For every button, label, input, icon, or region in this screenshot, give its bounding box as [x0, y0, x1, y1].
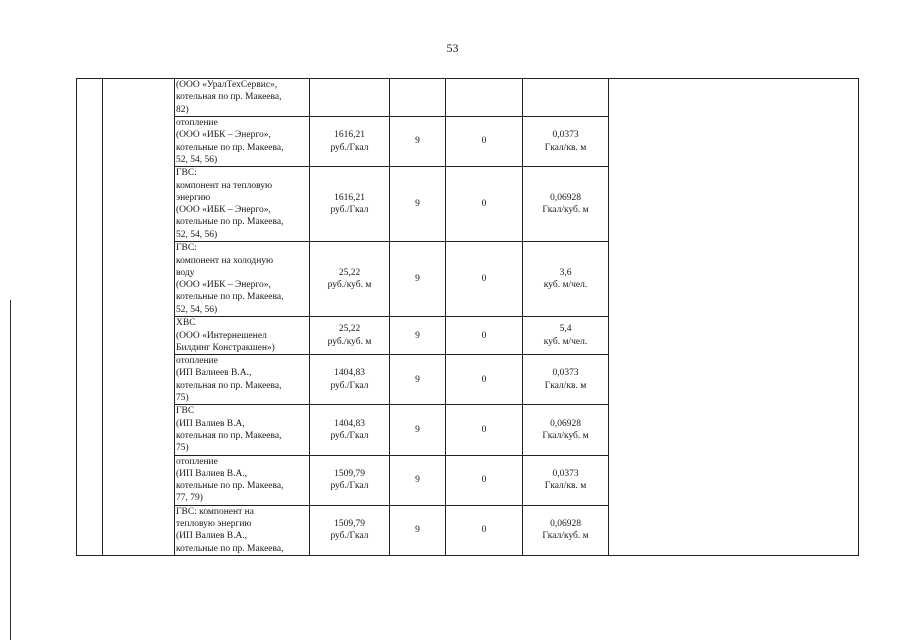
norm-cell [523, 317, 609, 355]
service-description-line: 52, 54, 56) [176, 229, 218, 240]
value-cell: 0 [446, 317, 523, 355]
tariff-cell-line: руб./Гкал [330, 430, 369, 441]
tariff-cell [310, 167, 390, 242]
service-description-line: ГВС [176, 406, 195, 417]
value-cell: 9 [390, 355, 446, 405]
norm-cell-line: 0,06928 [550, 192, 581, 203]
norm-cell [523, 405, 609, 455]
tariff-cell [310, 505, 390, 555]
tariff-table [76, 78, 859, 556]
service-description-line: 75) [176, 393, 189, 404]
service-description [175, 355, 310, 405]
service-description-line: ГВС: [176, 168, 197, 179]
value-cell: 0 [446, 167, 523, 242]
service-description-line: котельные по пр. Макеева, [176, 217, 284, 228]
norm-cell [523, 505, 609, 555]
service-description-line: ГВС: компонент на [176, 506, 254, 517]
service-description-line: 75) [176, 443, 189, 454]
value-cell: 9 [390, 167, 446, 242]
name-column [103, 79, 175, 556]
value-cell: 9 [390, 242, 446, 317]
norm-cell-line: Гкал/кв. м [544, 481, 587, 492]
norm-cell-line: куб. м/чел. [543, 280, 588, 291]
norm-cell [523, 242, 609, 317]
tariff-cell-line: руб./Гкал [330, 380, 369, 391]
norm-cell-line: Гкал/куб. м [542, 531, 589, 542]
tariff-cell-line: 1509,79 [334, 519, 365, 530]
service-description-line: ГВС: [176, 243, 197, 254]
service-description-line: ХВС [176, 318, 196, 329]
tariff-cell-line: руб./Гкал [330, 531, 369, 542]
norm-cell-line: 5,4 [559, 324, 572, 335]
service-description-line: (ИП Валиев В.А., [176, 468, 248, 479]
norm-cell [523, 117, 609, 167]
norm-cell [523, 79, 609, 117]
notes-column [609, 79, 859, 556]
service-description-line: котельные по пр. Макеева, [176, 481, 284, 492]
tariff-cell-line: руб./Гкал [330, 142, 369, 153]
tariff-cell [310, 317, 390, 355]
service-description-line: (ИП Валиеев В.А., [176, 368, 252, 379]
norm-cell-line: 3,6 [559, 267, 572, 278]
value-cell [446, 79, 523, 117]
norm-cell [523, 355, 609, 405]
service-description-line: отопление [176, 118, 218, 128]
tariff-cell-line: руб./Гкал [330, 481, 369, 492]
service-description-line: (ООО «ИБК – Энерго», [176, 205, 271, 216]
service-description-line: 52, 54, 56) [176, 154, 218, 165]
service-description-line: воду [176, 267, 195, 278]
service-description-line: котельная по пр. Макеева, [176, 380, 282, 391]
tariff-cell-line: 1404,83 [334, 368, 365, 379]
norm-cell [523, 455, 609, 505]
value-cell: 9 [390, 455, 446, 505]
service-description-line: (ИП Валиев В.А, [176, 418, 245, 429]
norm-cell-line: 0,0373 [552, 368, 579, 379]
norm-cell-line: 0,06928 [550, 519, 581, 530]
tariff-cell-line: 1616,21 [334, 130, 365, 141]
service-description-line: компонент на холодную [176, 255, 274, 266]
service-description-line: энергию [176, 192, 211, 203]
page-edge-line [10, 300, 11, 640]
tariff-cell [310, 79, 390, 117]
service-description-line: тепловую энергию [176, 519, 252, 530]
service-description [175, 117, 310, 167]
tariff-cell-line: 1509,79 [334, 468, 365, 479]
tariff-cell [310, 242, 390, 317]
norm-cell-line: Гкал/кв. м [544, 142, 587, 153]
value-cell: 9 [390, 317, 446, 355]
service-description-line: 77, 79) [176, 493, 203, 504]
norm-cell-line: Гкал/куб. м [542, 205, 589, 216]
value-cell: 0 [446, 455, 523, 505]
norm-cell-line: куб. м/чел. [543, 336, 588, 347]
tariff-cell-line: 25,22 [338, 267, 361, 278]
tariff-cell-line: 1404,83 [334, 418, 365, 429]
service-description [175, 505, 310, 555]
norm-cell-line: Гкал/куб. м [542, 430, 589, 441]
norm-cell [523, 167, 609, 242]
service-description-line: 52, 54, 56) [176, 304, 218, 315]
service-description-line: 82) [176, 104, 189, 115]
value-cell [390, 79, 446, 117]
service-description-line: котельная по пр. Макеева, [176, 92, 282, 103]
value-cell: 0 [446, 117, 523, 167]
value-cell: 0 [446, 355, 523, 405]
page-number: 53 [446, 41, 459, 55]
tariff-cell-line: руб./куб. м [327, 280, 372, 291]
service-description-line: котельные по пр. Макеева, [176, 292, 284, 303]
service-description [175, 317, 310, 355]
tariff-cell [310, 117, 390, 167]
tariff-cell-line: 25,22 [338, 324, 361, 335]
service-description-line: (ООО «ИБК – Энерго», [176, 130, 271, 141]
table-row [77, 79, 859, 117]
tariff-cell-line: руб./Гкал [330, 205, 369, 216]
value-cell: 0 [446, 405, 523, 455]
service-description-line: отопление [176, 456, 218, 467]
tariff-cell [310, 455, 390, 505]
value-cell: 9 [390, 505, 446, 555]
table-body [77, 79, 859, 556]
norm-cell-line: 0,06928 [550, 418, 581, 429]
service-description-line: (ООО «Интернешенел [176, 330, 267, 341]
norm-cell-line: 0,0373 [552, 130, 579, 141]
value-cell: 0 [446, 505, 523, 555]
value-cell: 9 [390, 405, 446, 455]
tariff-cell [310, 355, 390, 405]
service-description-line: отопление [176, 356, 218, 367]
index-column [77, 79, 103, 556]
service-description [175, 79, 310, 117]
value-cell: 0 [446, 242, 523, 317]
service-description-line: (ООО «ИБК – Энерго», [176, 280, 271, 291]
norm-cell-line: Гкал/кв. м [544, 380, 587, 391]
service-description-line: котельные по пр. Макеева, [176, 543, 284, 554]
norm-cell-line: 0,0373 [552, 468, 579, 479]
service-description [175, 167, 310, 242]
service-description-line: котельная по пр. Макеева, [176, 430, 282, 441]
service-description-line: котельные по пр. Макеева, [176, 142, 284, 153]
service-description-line: компонент на тепловую [176, 180, 273, 191]
service-description-line: (ООО «УралТехСервис», [176, 80, 278, 91]
service-description [175, 242, 310, 317]
tariff-cell-line: руб./куб. м [327, 336, 372, 347]
tariff-cell-line: 1616,21 [334, 192, 365, 203]
service-description [175, 455, 310, 505]
service-description-line: Билдинг Констракшен») [176, 342, 275, 353]
tariff-cell [310, 405, 390, 455]
service-description-line: (ИП Валиев В.А., [176, 531, 248, 542]
value-cell: 9 [390, 117, 446, 167]
service-description [175, 405, 310, 455]
